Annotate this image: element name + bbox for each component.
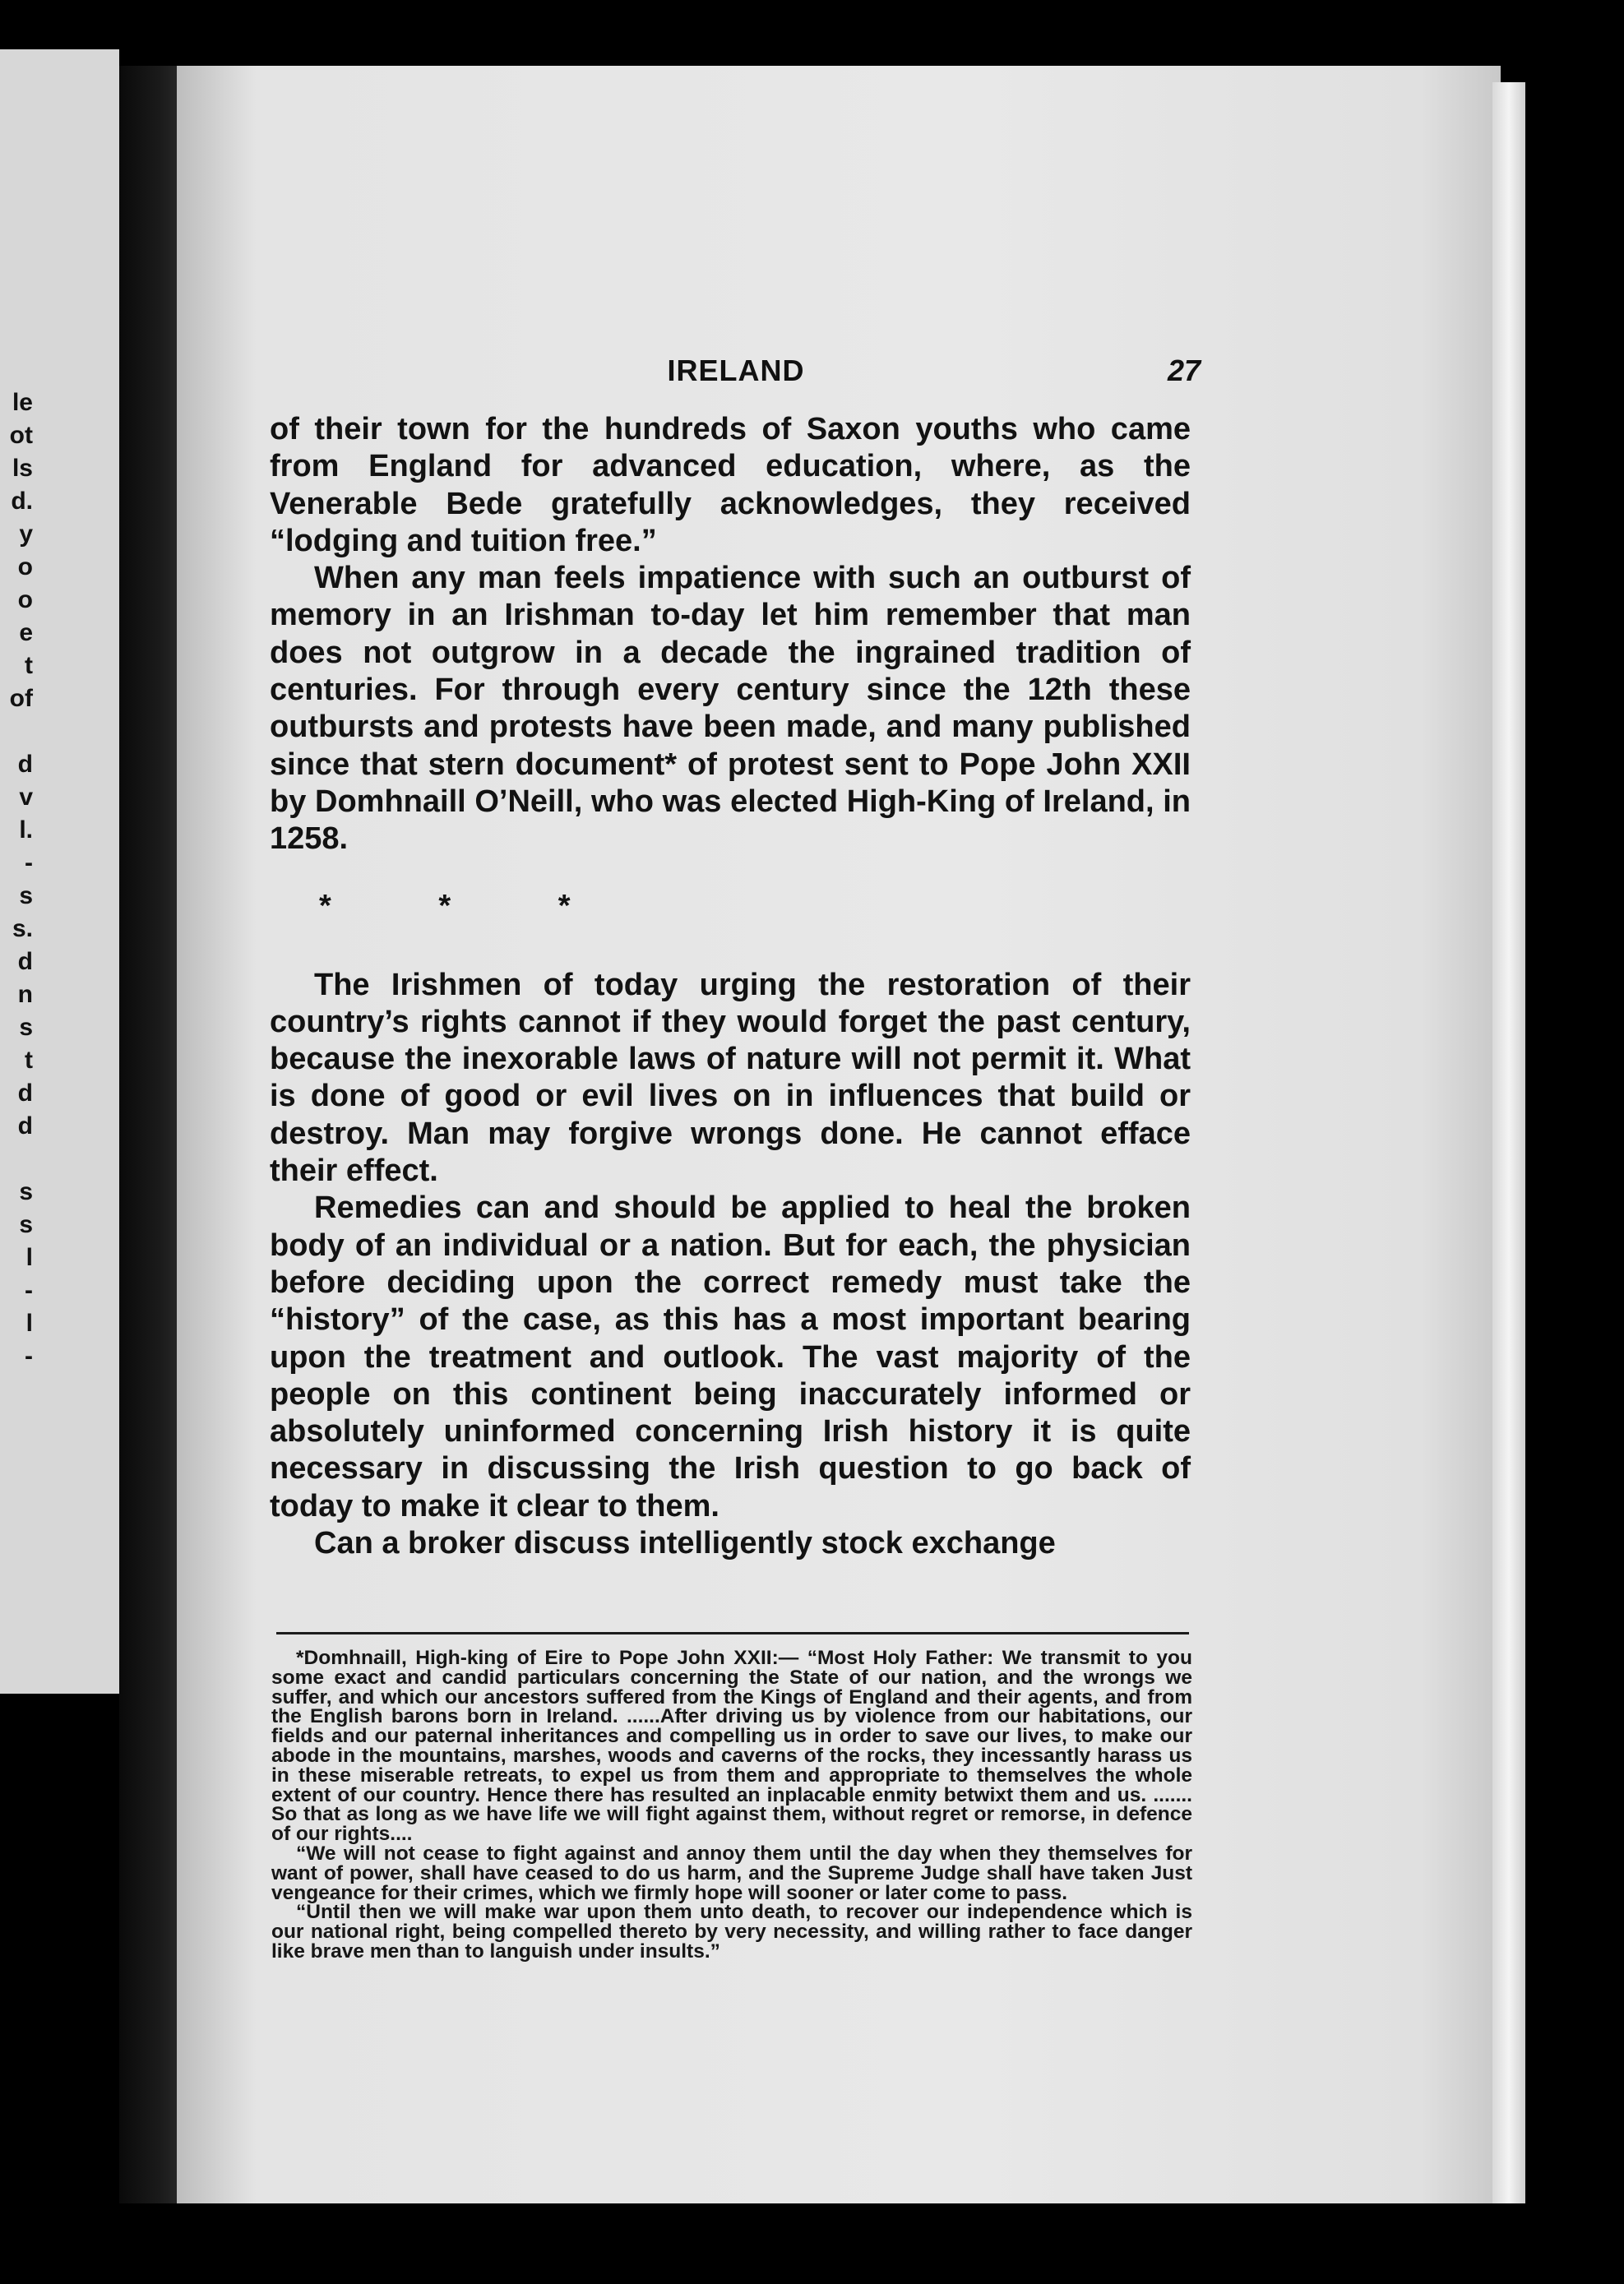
adjacent-page-fragment-text: -: [25, 1343, 33, 1370]
adjacent-page-fragment-text: o: [17, 553, 33, 580]
adjacent-page-fragment-text: n: [17, 981, 33, 1008]
adjacent-page-fragment-text: d: [17, 1080, 33, 1107]
body-text: [270, 411, 1191, 1562]
book-gutter-shadow: [119, 66, 185, 2203]
adjacent-page-fragment-text: y: [19, 520, 33, 548]
adjacent-page-fragment-text: o: [17, 586, 33, 613]
footnote-divider: [276, 1632, 1189, 1634]
adjacent-page-fragment-text: s: [19, 1178, 33, 1205]
adjacent-page-fragment-text: d.: [11, 488, 33, 515]
footnotes: [271, 1648, 1192, 1962]
adjacent-page-fragment-text: s: [19, 1211, 33, 1238]
section-break-asterisks: * * *: [319, 888, 620, 923]
paragraph: Remedies can and should be applied to heal the broken body of an individual or a nation. But for each, the physician before deciding upon the correct remedy must take the “history” of the case, as this has a most important bearing upon the treatment and outlook. The vast majority of the people on this continent being inaccurately informed or absolutely uninformed concerning Irish history it is quite necessary in discussing the Irish question to go back of today to make it clear to them.: [270, 1191, 1191, 1523]
adjacent-page-fragment-text: d: [17, 751, 33, 778]
adjacent-page-text-fragments: [0, 386, 33, 1373]
running-head: [271, 354, 1201, 395]
paragraph: Can a broker discuss intelligently stock exchange: [314, 1526, 1056, 1561]
adjacent-page-fragment-text: v: [19, 784, 33, 811]
adjacent-page-fragment-text: le: [12, 389, 33, 416]
adjacent-page-fragment-text: [0, 1143, 33, 1176]
adjacent-page-fragment-text: ls: [12, 455, 33, 482]
adjacent-page-fragment-text: t: [25, 1047, 33, 1074]
adjacent-page-fragment-text: d: [17, 948, 33, 975]
adjacent-page-fragment-text: l: [25, 1244, 33, 1271]
page-edge: [1492, 82, 1525, 2203]
adjacent-page-fragment-text: e: [19, 619, 33, 646]
footnote-paragraph: “We will not cease to fight against and annoy them until the day when they themselves for want of power, shall have ceased to do us harm, and the Supreme Judge shall have taken Just vengeance for their crimes, which we firmly hope will sooner or later come to pass.: [271, 1842, 1192, 1904]
adjacent-page-fragment-text: [0, 715, 33, 748]
adjacent-page-fragment-text: -: [25, 849, 33, 876]
adjacent-page-fragment-text: l.: [19, 816, 33, 844]
adjacent-page-fragment-text: s: [19, 882, 33, 909]
footnote-emphasis: After driving us by violence from our habitations,: [659, 1705, 1152, 1728]
paragraph: When any man feels impatience with such an outburst of memory in an Irishman to-day let him remember that man does not outgrow in a decade the ingrained tradition of centuries. For through every century since the 12th these outbursts and protests have been made, and many published since that stern document* of protest sent to Pope John XXII by Domhnaill O’Neill, who was elected High-King of Ireland, in 1258.: [270, 561, 1191, 857]
adjacent-page-fragment-text: d: [17, 1112, 33, 1140]
adjacent-page-fragment-text: s: [19, 1014, 33, 1041]
running-head-title: IRELAND: [667, 354, 805, 387]
paragraph: The Irishmen of today urging the restoration of their country’s rights cannot if they would forget the past century, because the inexorable laws of nature will not permit it. What is done of good or evil lives on in influences that build or destroy. Man may forgive wrongs done. He cannot efface their effect.: [270, 967, 1191, 1189]
page-number: 27: [1167, 354, 1201, 387]
adjacent-page-fragment-text: l: [25, 1310, 33, 1337]
adjacent-page-fragment-text: of: [9, 685, 33, 712]
footnote-text: *Domhnaill, High-king of Eire to Pope John XXII:— “Most Holy Father: We transmit to you some exact and candid particulars concerning the State of our nation, and the wrongs we suffer, and which our ancestors suffered from the Kings of England and their agents, and from the English barons born in Ireland. ......: [271, 1647, 1192, 1728]
adjacent-page-fragment-text: ot: [9, 422, 33, 449]
adjacent-page-fragment-text: -: [25, 1277, 33, 1304]
footnote-text: our fields and our paternal inheritances and compelling us in order to save our lives, to make our abode in the mountains, marshes, woods and caverns of the rocks, they incessantly harass us in these miserable retreats, to expel us from them and appropriate to themselves the whole extent of our country. Hence there has resulted an inplacable enmity betwixt them and us. ....... So that as long as we have life we will fight against them, without regret or remorse, in defence of our rights....: [271, 1705, 1192, 1846]
paragraph-continuation: of their town for the hundreds of Saxon youths who came from England for advanced education, where, as the Venerable Bede gratefully acknowledges, they received “lodging and tuition free.”: [270, 412, 1191, 558]
adjacent-page-fragment-text: t: [25, 652, 33, 679]
adjacent-page-fragment-text: s.: [12, 915, 33, 942]
footnote-paragraph: [271, 1648, 1192, 1844]
footnote-paragraph: “Until then we will make war upon them unto death, to recover our independence which is our national right, being compelled thereto by very necessity, and willing rather to face danger like brave men than to languish under insults.”: [271, 1901, 1192, 1963]
